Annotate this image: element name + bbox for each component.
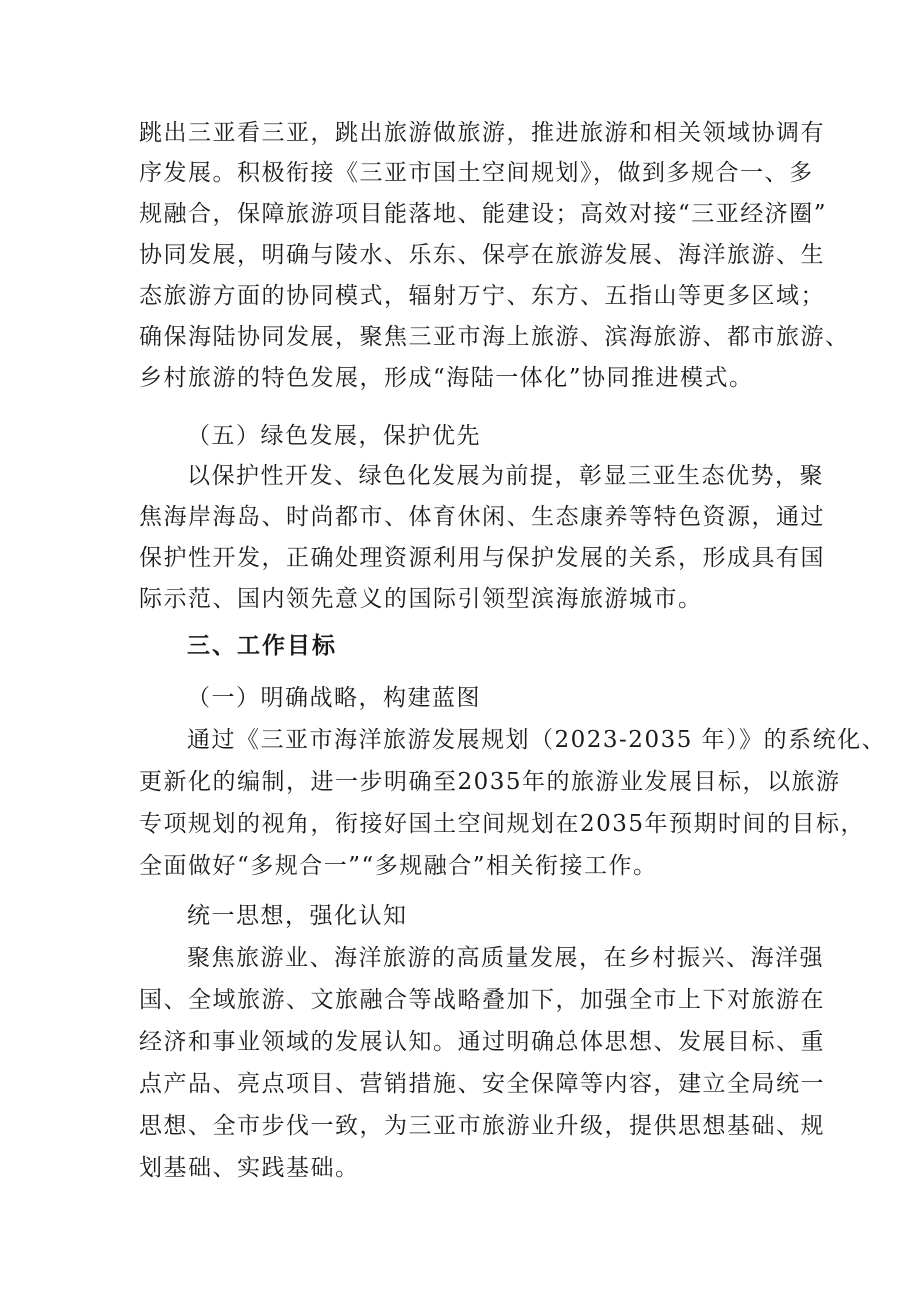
paragraph-line: 专项规划的视角，衔接好国土空间规划在2035年预期时间的目标，: [139, 811, 866, 837]
paragraph-line: 保护性开发，正确处理资源利用与保护发展的关系，形成具有国: [139, 545, 825, 571]
paragraph-line: 全面做好“多规合一”“多规融合”相关衔接工作。: [139, 853, 658, 879]
paragraph-line: 协同发展，明确与陵水、乐东、保亭在旅游发展、海洋旅游、生: [139, 242, 825, 268]
paragraph-line: 点产品、亮点项目、营销措施、安全保障等内容，建立全局统一: [139, 1071, 825, 1097]
paragraph-line: 更新化的编制，进一步明确至2035年的旅游业发展目标，以旅游: [139, 769, 841, 795]
subheading-unify-thinking: 统一思想，强化认知: [187, 903, 408, 929]
paragraph-line: 国、全域旅游、文旅融合等战略叠加下，加强全市上下对旅游在: [139, 987, 825, 1013]
paragraph-line: 乡村旅游的特色发展，形成“海陆一体化”协同推进模式。: [139, 365, 754, 391]
paragraph-line: 经济和事业领域的发展认知。通过明确总体思想、发展目标、重: [139, 1029, 825, 1055]
paragraph-line: 跳出三亚看三亚，跳出旅游做旅游，推进旅游和相关领域协调有: [139, 120, 825, 146]
paragraph-line: 通过《三亚市海洋旅游发展规划（2023-2035 年）》的系统化、: [187, 727, 887, 753]
section-heading-work-goals: 三、工作目标: [187, 633, 337, 659]
paragraph-line: 聚焦旅游业、海洋旅游的高质量发展，在乡村振兴、海洋强: [187, 945, 824, 971]
paragraph-line: 焦海岸海岛、时尚都市、体育休闲、生态康养等特色资源，通过: [139, 504, 825, 530]
paragraph-line: 态旅游方面的协同模式，辐射万宁、东方、五指山等更多区域；: [139, 283, 825, 309]
paragraph-line: 序发展。积极衔接《三亚市国土空间规划》，做到多规合一、多: [139, 160, 814, 186]
paragraph-line: 思想、全市步伐一致，为三亚市旅游业升级，提供思想基础、规: [139, 1113, 825, 1139]
paragraph-line: 划基础、实践基础。: [139, 1155, 360, 1181]
subheading-green-development: （五）绿色发展，保护优先: [187, 423, 481, 449]
paragraph-line: 确保海陆协同发展，聚焦三亚市海上旅游、滨海旅游、都市旅游、: [139, 324, 850, 350]
paragraph-line: 际示范、国内领先意义的国际引领型滨海旅游城市。: [139, 586, 703, 612]
subheading-clear-strategy: （一）明确战略，构建蓝图: [187, 685, 481, 711]
paragraph-line: 以保护性开发、绿色化发展为前提，彰显三亚生态优势，聚: [187, 463, 824, 489]
paragraph-line: 规融合，保障旅游项目能落地、能建设；高效对接“三亚经济圈”: [139, 201, 828, 227]
